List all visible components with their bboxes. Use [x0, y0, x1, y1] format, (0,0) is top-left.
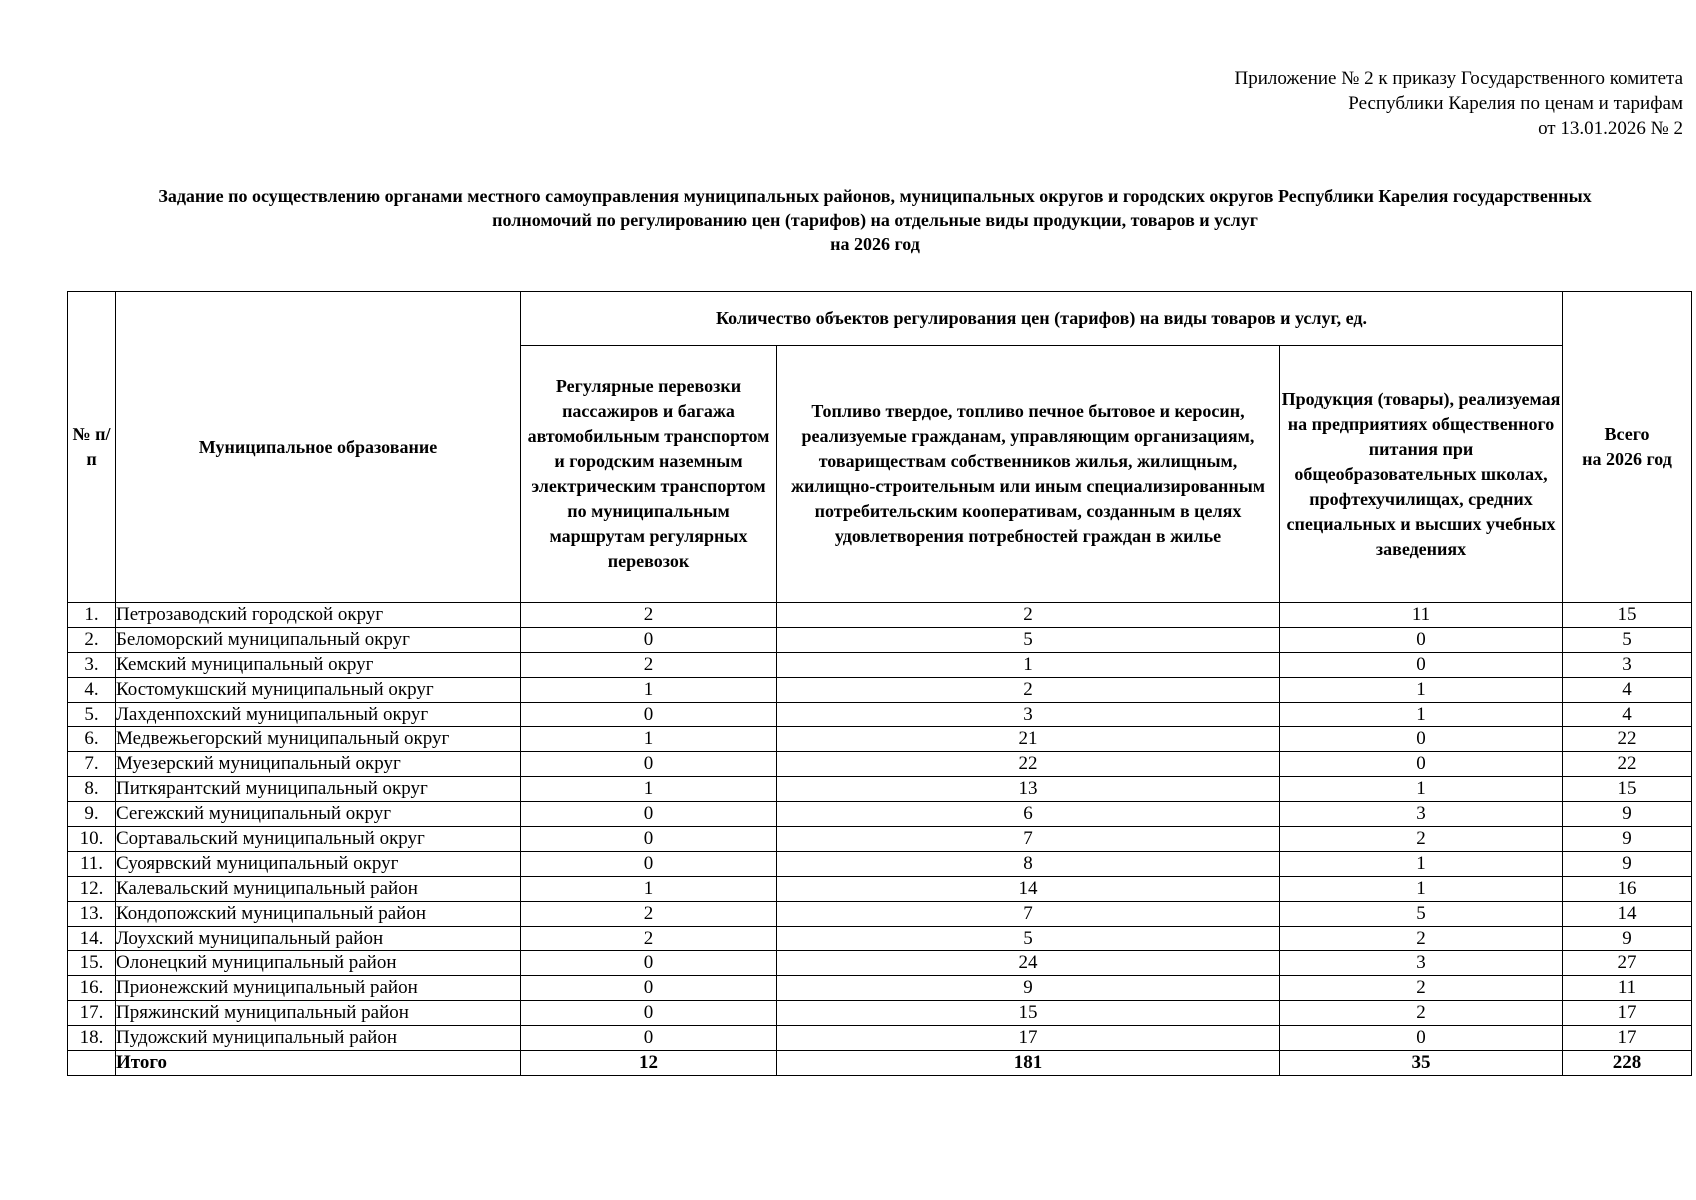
row-transport: 0 — [521, 627, 777, 652]
row-transport: 2 — [521, 652, 777, 677]
row-catering: 0 — [1280, 1026, 1563, 1051]
row-fuel: 2 — [777, 603, 1280, 628]
row-number: 16. — [68, 976, 116, 1001]
table-row — [68, 603, 1692, 628]
row-municipality: Кондопожский муниципальный район — [116, 901, 521, 926]
table-row — [68, 677, 1692, 702]
regulation-table — [67, 291, 1692, 1076]
row-catering: 0 — [1280, 727, 1563, 752]
row-number: 2. — [68, 627, 116, 652]
row-municipality: Костомукшский муниципальный округ — [116, 677, 521, 702]
row-transport: 0 — [521, 1001, 777, 1026]
row-number: 6. — [68, 727, 116, 752]
row-total: 4 — [1563, 702, 1692, 727]
row-transport: 2 — [521, 926, 777, 951]
row-number: 17. — [68, 1001, 116, 1026]
header-transport: Регулярные перевозки пассажиров и багажа автомобильным транспортом и городским наземным электрическим транспортом по муниципальным маршрутам регулярных перевозок — [521, 346, 777, 603]
title-line-3: на 2026 год — [830, 234, 920, 254]
row-municipality: Кемский муниципальный округ — [116, 652, 521, 677]
table-body — [68, 603, 1692, 1076]
row-municipality: Сортавальский муниципальный округ — [116, 827, 521, 852]
row-total: 9 — [1563, 802, 1692, 827]
total-row — [68, 1051, 1692, 1076]
appendix-header — [1234, 66, 1683, 141]
table-row — [68, 926, 1692, 951]
row-municipality: Калевальский муниципальный район — [116, 876, 521, 901]
row-catering: 1 — [1280, 677, 1563, 702]
row-fuel: 7 — [777, 827, 1280, 852]
row-total: 15 — [1563, 603, 1692, 628]
row-fuel: 24 — [777, 951, 1280, 976]
row-fuel: 17 — [777, 1026, 1280, 1051]
row-municipality: Пряжинский муниципальный район — [116, 1001, 521, 1026]
header-total-line-1: Всего — [1604, 424, 1650, 444]
row-municipality: Олонецкий муниципальный район — [116, 951, 521, 976]
row-catering: 2 — [1280, 926, 1563, 951]
row-transport: 0 — [521, 951, 777, 976]
row-fuel: 3 — [777, 702, 1280, 727]
row-fuel: 21 — [777, 727, 1280, 752]
header-number: № п/п — [68, 292, 116, 603]
row-transport: 1 — [521, 677, 777, 702]
row-catering: 1 — [1280, 777, 1563, 802]
row-fuel: 8 — [777, 851, 1280, 876]
row-municipality: Пудожский муниципальный район — [116, 1026, 521, 1051]
row-total: 4 — [1563, 677, 1692, 702]
row-total: 9 — [1563, 926, 1692, 951]
row-total: 9 — [1563, 827, 1692, 852]
total-label: Итого — [116, 1051, 521, 1076]
appendix-line-3: от 13.01.2026 № 2 — [1538, 118, 1683, 139]
row-fuel: 9 — [777, 976, 1280, 1001]
row-number: 11. — [68, 851, 116, 876]
row-municipality: Беломорский муниципальный округ — [116, 627, 521, 652]
row-total: 15 — [1563, 777, 1692, 802]
title-line-1: Задание по осуществлению органами местного самоуправления муниципальных районов, муниципальных округов и городских округов Республики Карелия государственных — [158, 186, 1592, 206]
header-fuel: Топливо твердое, топливо печное бытовое и керосин, реализуемые гражданам, управляющим организациям, товариществам собственников жилья, жилищным, жилищно-строительным или иным специализированным потребительским кооперативам, созданным в целях удовлетворения потребностей граждан в жилье — [777, 346, 1280, 603]
row-catering: 2 — [1280, 1001, 1563, 1026]
total-fuel: 181 — [777, 1051, 1280, 1076]
row-catering: 0 — [1280, 752, 1563, 777]
table-row — [68, 652, 1692, 677]
total-transport: 12 — [521, 1051, 777, 1076]
header-row-group — [68, 292, 1692, 346]
row-catering: 11 — [1280, 603, 1563, 628]
row-transport: 2 — [521, 901, 777, 926]
appendix-line-2: Республики Карелия по ценам и тарифам — [1348, 93, 1683, 114]
row-total: 3 — [1563, 652, 1692, 677]
row-municipality: Лоухский муниципальный район — [116, 926, 521, 951]
table-row — [68, 876, 1692, 901]
title-line-2: полномочий по регулированию цен (тарифов) на отдельные виды продукции, товаров и услуг — [492, 210, 1258, 230]
table-row — [68, 901, 1692, 926]
row-number: 5. — [68, 702, 116, 727]
table-row — [68, 1026, 1692, 1051]
row-fuel: 5 — [777, 926, 1280, 951]
row-municipality: Питкярантский муниципальный округ — [116, 777, 521, 802]
row-fuel: 15 — [777, 1001, 1280, 1026]
row-transport: 1 — [521, 777, 777, 802]
row-catering: 3 — [1280, 802, 1563, 827]
row-number: 3. — [68, 652, 116, 677]
row-catering: 1 — [1280, 876, 1563, 901]
row-municipality: Медвежьегорский муниципальный округ — [116, 727, 521, 752]
row-catering: 2 — [1280, 827, 1563, 852]
table-row — [68, 851, 1692, 876]
row-number: 9. — [68, 802, 116, 827]
row-fuel: 22 — [777, 752, 1280, 777]
row-transport: 0 — [521, 851, 777, 876]
table-row — [68, 976, 1692, 1001]
header-total-line-2: на 2026 год — [1582, 449, 1672, 469]
row-fuel: 1 — [777, 652, 1280, 677]
table-row — [68, 727, 1692, 752]
row-total: 17 — [1563, 1026, 1692, 1051]
row-transport: 0 — [521, 802, 777, 827]
row-fuel: 6 — [777, 802, 1280, 827]
row-catering: 0 — [1280, 627, 1563, 652]
row-transport: 1 — [521, 727, 777, 752]
row-total: 16 — [1563, 876, 1692, 901]
document-title — [60, 184, 1690, 256]
row-number: 13. — [68, 901, 116, 926]
row-municipality: Петрозаводский городской округ — [116, 603, 521, 628]
row-transport: 2 — [521, 603, 777, 628]
table-row — [68, 702, 1692, 727]
row-catering: 5 — [1280, 901, 1563, 926]
row-transport: 0 — [521, 752, 777, 777]
row-catering: 1 — [1280, 851, 1563, 876]
header-municipality: Муниципальное образование — [116, 292, 521, 603]
row-transport: 0 — [521, 827, 777, 852]
row-number: 8. — [68, 777, 116, 802]
row-number: 18. — [68, 1026, 116, 1051]
row-municipality: Муезерский муниципальный округ — [116, 752, 521, 777]
total-catering: 35 — [1280, 1051, 1563, 1076]
row-municipality: Суоярвский муниципальный округ — [116, 851, 521, 876]
header-catering: Продукция (товары), реализуемая на предприятиях общественного питания при общеобразовательных школах, профтехучилищах, средних специальных и высших учебных заведениях — [1280, 346, 1563, 603]
row-fuel: 2 — [777, 677, 1280, 702]
row-municipality: Прионежский муниципальный район — [116, 976, 521, 1001]
row-fuel: 7 — [777, 901, 1280, 926]
row-number: 15. — [68, 951, 116, 976]
row-catering: 1 — [1280, 702, 1563, 727]
table-row — [68, 802, 1692, 827]
header-objects-group: Количество объектов регулирования цен (тарифов) на виды товаров и услуг, ед. — [521, 292, 1563, 346]
row-catering: 3 — [1280, 951, 1563, 976]
row-total: 11 — [1563, 976, 1692, 1001]
row-number: 14. — [68, 926, 116, 951]
row-number: 12. — [68, 876, 116, 901]
row-number: 4. — [68, 677, 116, 702]
row-transport: 0 — [521, 1026, 777, 1051]
row-total: 5 — [1563, 627, 1692, 652]
appendix-line-1: Приложение № 2 к приказу Государственного комитета — [1234, 68, 1683, 89]
table-row — [68, 752, 1692, 777]
row-municipality: Сегежский муниципальный округ — [116, 802, 521, 827]
row-total: 27 — [1563, 951, 1692, 976]
row-fuel: 13 — [777, 777, 1280, 802]
header-total — [1563, 292, 1692, 603]
table-row — [68, 777, 1692, 802]
row-total: 17 — [1563, 1001, 1692, 1026]
total-sum: 228 — [1563, 1051, 1692, 1076]
row-total: 22 — [1563, 727, 1692, 752]
table-row — [68, 1001, 1692, 1026]
row-total: 9 — [1563, 851, 1692, 876]
row-total: 22 — [1563, 752, 1692, 777]
row-total: 14 — [1563, 901, 1692, 926]
table-row — [68, 827, 1692, 852]
row-catering: 0 — [1280, 652, 1563, 677]
row-transport: 0 — [521, 976, 777, 1001]
row-number: 7. — [68, 752, 116, 777]
row-transport: 1 — [521, 876, 777, 901]
table-row — [68, 627, 1692, 652]
row-number: 1. — [68, 603, 116, 628]
row-number: 10. — [68, 827, 116, 852]
row-fuel: 14 — [777, 876, 1280, 901]
row-transport: 0 — [521, 702, 777, 727]
row-fuel: 5 — [777, 627, 1280, 652]
row-municipality: Лахденпохский муниципальный округ — [116, 702, 521, 727]
total-number-cell — [68, 1051, 116, 1076]
table-row — [68, 951, 1692, 976]
row-catering: 2 — [1280, 976, 1563, 1001]
